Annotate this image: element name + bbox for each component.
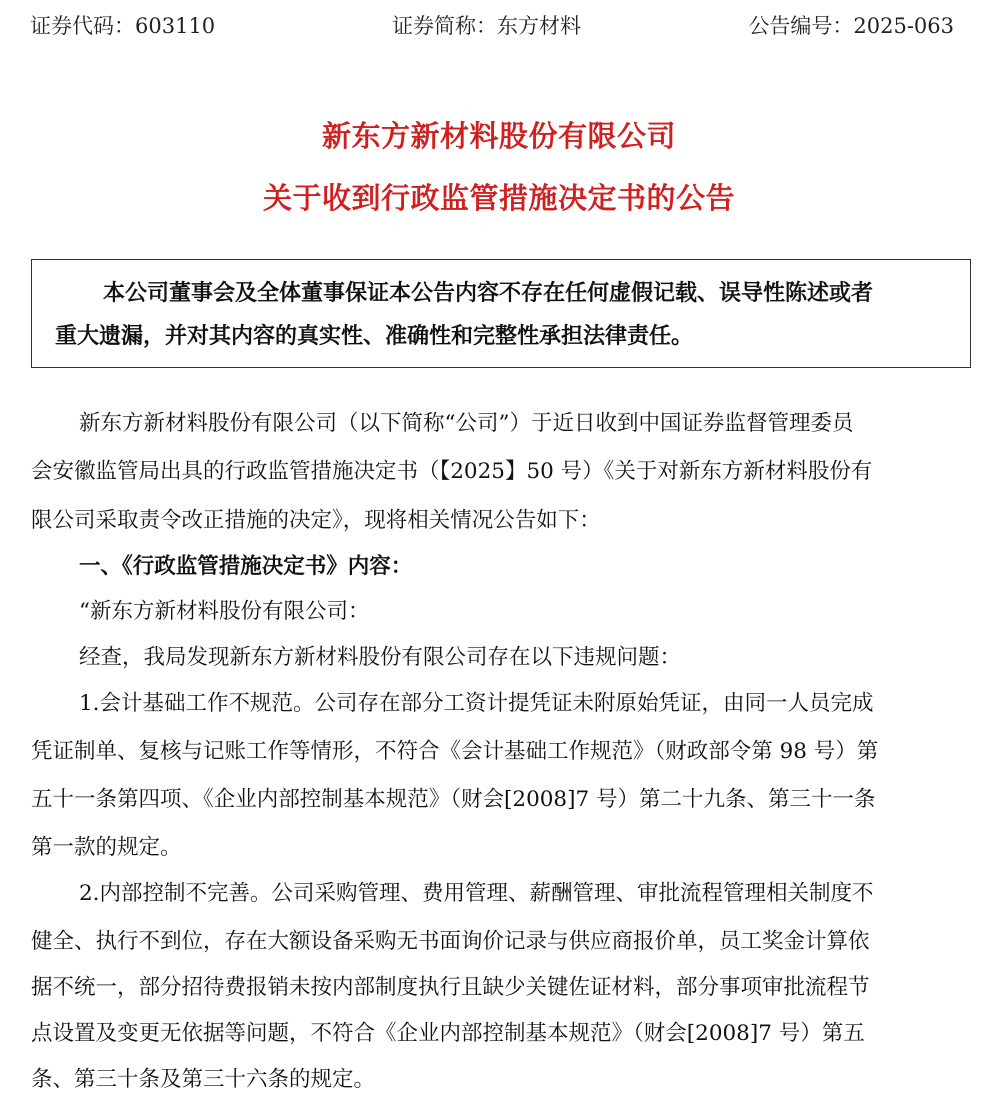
list-item-line: 凭证制单、复核与记账工作等情形，不符合《会计基础工作规范》（财政部令第 98 号）第 bbox=[31, 739, 879, 764]
announcement-title: 关于收到行政监管措施决定书的公告 bbox=[262, 181, 735, 215]
document-header bbox=[30, 10, 954, 42]
board-guarantee-notice bbox=[31, 259, 971, 368]
security-abbreviation: 证券简称：东方材料 bbox=[392, 14, 581, 38]
paragraph-line: 经查，我局发现新东方新材料股份有限公司存在以下违规问题： bbox=[79, 645, 682, 670]
list-item-line: 1.会计基础工作不规范。公司存在部分工资计提凭证未附原始凭证，由同一人员完成 bbox=[79, 691, 874, 716]
announcement-number: 公告编号：2025-063 bbox=[748, 14, 954, 38]
notice-line: 本公司董事会及全体董事保证本公告内容不存在任何虚假记载、误导性陈述或者 bbox=[103, 281, 874, 306]
notice-line: 重大遗漏，并对其内容的真实性、准确性和完整性承担法律责任。 bbox=[55, 324, 694, 349]
security-code: 证券代码：603110 bbox=[30, 14, 216, 38]
list-item-line: 五十一条第四项、《企业内部控制基本规范》（财会[2008]7 号）第二十九条、第三十一条 bbox=[31, 787, 876, 812]
list-item-line: 健全、执行不到位，存在大额设备采购无书面询价记录与供应商报价单，员工奖金计算依 bbox=[31, 929, 870, 954]
list-item-line: 据不统一，部分招待费报销未按内部制度执行且缺少关键佐证材料，部分事项审批流程节 bbox=[31, 975, 870, 1000]
list-item-line: 点设置及变更无依据等问题，不符合《企业内部控制基本规范》（财会[2008]7 号）第五 bbox=[31, 1021, 865, 1046]
list-item-line: 条、第三十条及第三十六条的规定。 bbox=[31, 1067, 376, 1092]
list-item-line: 2.内部控制不完善。公司采购管理、费用管理、薪酬管理、审批流程管理相关制度不 bbox=[79, 881, 874, 906]
company-title: 新东方新材料股份有限公司 bbox=[321, 119, 676, 153]
list-item-line: 第一款的规定。 bbox=[31, 835, 182, 860]
paragraph-line: 限公司采取责令改正措施的决定》，现将相关情况公告如下： bbox=[31, 508, 601, 533]
salutation: “新东方新材料股份有限公司： bbox=[79, 599, 370, 624]
paragraph-line: 会安徽监管局出具的行政监管措施决定书（【2025】50 号）《关于对新东方新材料股份有 bbox=[31, 459, 873, 484]
section-heading: 一、《行政监管措施决定书》内容： bbox=[79, 554, 413, 579]
paragraph-line: 新东方新材料股份有限公司（以下简称“公司”）于近日收到中国证券监督管理委员 bbox=[79, 411, 854, 436]
